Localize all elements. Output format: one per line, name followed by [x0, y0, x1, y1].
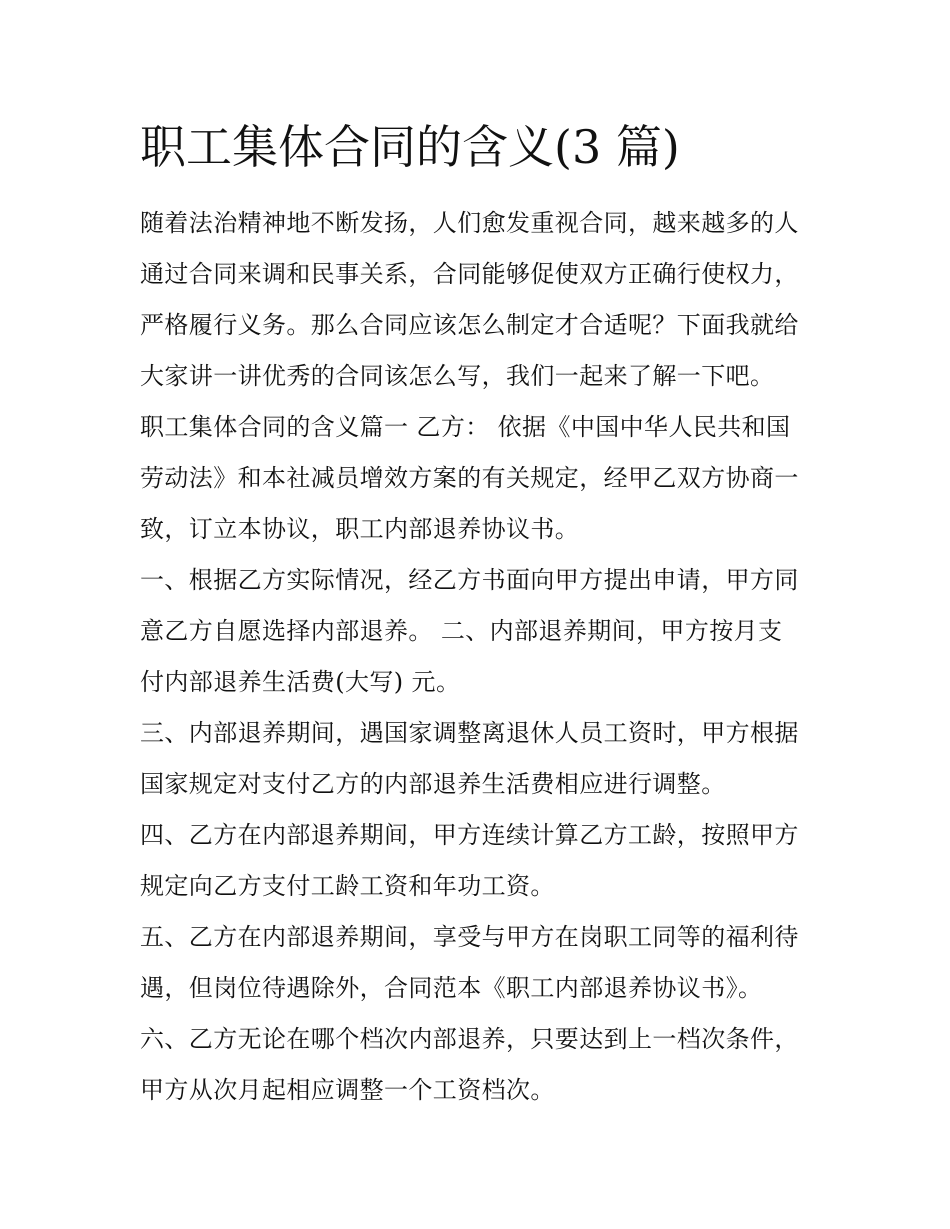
document-body [140, 110, 820, 1116]
text-line: 遇，但岗位待遇除外，合同范本《职工内部退养协议书》。 [140, 974, 763, 1002]
text-line: 规定向乙方支付工龄工资和年功工资。 [140, 872, 555, 900]
document-title: 职工集体合同的含义(3 篇) [140, 120, 680, 174]
text-line: 四、乙方在内部退养期间，甲方连续计算乙方工龄，按照甲方 [140, 821, 799, 849]
text-line: 六、乙方无论在哪个档次内部退养，只要达到上一档次条件， [140, 1025, 799, 1053]
text-line: 通过合同来调和民事关系，合同能够促使双方正确行使权力， [140, 260, 799, 288]
text-line: 职工集体合同的含义篇一 乙方： 依据《中国中华人民共和国 [140, 413, 791, 441]
text-line: 劳动法》和本社减员增效方案的有关规定，经甲乙双方协商一 [140, 464, 799, 492]
text-line: 付内部退养生活费(大写) 元。 [140, 668, 461, 696]
text-line: 大家讲一讲优秀的合同该怎么写，我们一起来了解一下吧。 [140, 362, 775, 390]
text-line: 一、根据乙方实际情况，经乙方书面向甲方提出申请，甲方同 [140, 566, 799, 594]
text-line: 甲方从次月起相应调整一个工资档次。 [140, 1076, 555, 1104]
text-line: 意乙方自愿选择内部退养。 二、内部退养期间，甲方按月支 [140, 617, 783, 645]
text-line: 严格履行义务。那么合同应该怎么制定才合适呢？下面我就给 [140, 311, 799, 339]
text-line: 随着法治精神地不断发扬，人们愈发重视合同，越来越多的人 [140, 209, 799, 237]
text-line: 国家规定对支付乙方的内部退养生活费相应进行调整。 [140, 770, 726, 798]
text-line: 致，订立本协议，职工内部退养协议书。 [140, 515, 580, 543]
text-line: 三、内部退养期间，遇国家调整离退休人员工资时，甲方根据 [140, 719, 799, 747]
text-line: 五、乙方在内部退养期间，享受与甲方在岗职工同等的福利待 [140, 923, 799, 951]
